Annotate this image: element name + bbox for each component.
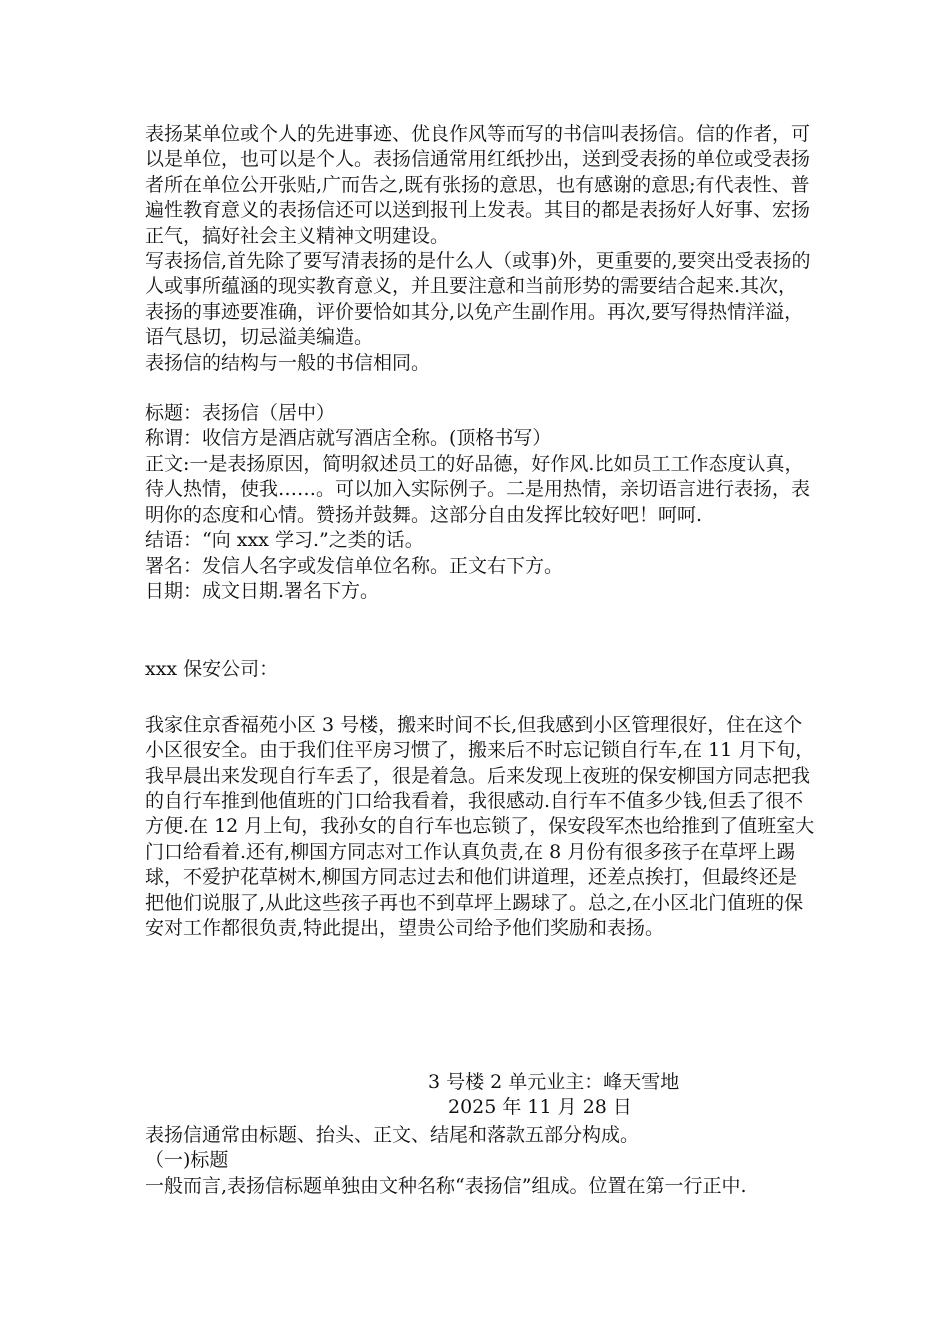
structure-salutation: 称谓：收信方是酒店就写酒店全称。(顶格书写） bbox=[145, 427, 552, 450]
structure-signature: 署名：发信人名字或发信单位名称。正文右下方。 bbox=[145, 554, 564, 577]
letter-body: 我家住京香福苑小区 3 号楼，搬来时间不长,但我感到小区管理很好，住在这个小区很安全。由于我们住平房习惯了，搬来后不时忘记锁自行车,在 11 月下旬，我早晨出来发现自行车丢了，很是着急。后来发现上夜班的保安柳国方同志把我的自行车推到他值班的门口给我看着，我很感动.自行车不值多少钱,但丢了很不方便.在 12 月上旬，我孙女的自行车也忘锁了，保安段军杰也给推到了值班室大门口给看着.还有,柳国方同志对工作认真负责,在 8 月份有很多孩子在草坪上踢球，不爱护花草树木,柳国方同志过去和他们讲道理，还差点挨打，但最终还是把他们说服了,从此这些孩子再也不到草坪上踢球了。总之,在小区北门值班的保安对工作都很负责,特此提出，望贵公司给予他们奖励和表扬。 bbox=[145, 713, 815, 939]
letter-addressee: xxx 保安公司： bbox=[145, 658, 279, 681]
letter-signoff bbox=[428, 1070, 758, 1121]
tail-paragraph-2: 一般而言,表扬信标题单独由文种名称“表扬信”组成。位置在第一行正中. bbox=[145, 1174, 747, 1197]
intro-paragraph-2: 写表扬信,首先除了要写清表扬的是什么人（或事)外，更重要的,要突出受表扬的人或事所蕴涵的现实教育意义，并且要注意和当前形势的需要结合起来.其次，表扬的事迹要准确，评价要恰如其分,以免产生副作用。再次,要写得热情洋溢，语气恳切，切忌溢美编造。 bbox=[145, 250, 811, 349]
intro-paragraph-3: 表扬信的结构与一般的书信相同。 bbox=[145, 351, 431, 374]
structure-body: 正文:一是表扬原因，简明叙述员工的好品德，好作风.比如员工工作态度认真，待人热情，使我……。可以加入实际例子。二是用热情，亲切语言进行表扬，表明你的态度和心情。赞扬并鼓舞。这部分自由发挥比较好吧！呵呵. bbox=[145, 452, 811, 526]
letter-date: 2025 年 11 月 28 日 bbox=[448, 1096, 632, 1119]
tail-section bbox=[145, 1123, 815, 1199]
tail-paragraph-1: 表扬信通常由标题、抬头、正文、结尾和落款五部分构成。 bbox=[145, 1124, 640, 1146]
tail-heading: （一)标题 bbox=[145, 1149, 229, 1172]
intro-paragraph-1: 表扬某单位或个人的先进事迹、优良作风等而写的书信叫表扬信。信的作者，可以是单位，也可以是个人。表扬信通常用红纸抄出，送到受表扬的单位或受表扬者所在单位公开张贴,广而告之,既有张扬的意思，也有感谢的意思;有代表性、普遍性教育意义的表扬信还可以送到报刊上发表。其目的都是表扬好人好事、宏扬正气，搞好社会主义精神文明建设。 bbox=[145, 123, 811, 247]
letter-signer: 3 号楼 2 单元业主：峰天雪地 bbox=[428, 1071, 680, 1093]
structure-date: 日期：成文日期.署名下方。 bbox=[145, 579, 380, 602]
structure-title: 标题：表扬信（居中） bbox=[145, 402, 336, 425]
structure-closing: 结语：“向 xxx 学习.”之类的话。 bbox=[145, 529, 424, 552]
document-page bbox=[145, 122, 815, 941]
